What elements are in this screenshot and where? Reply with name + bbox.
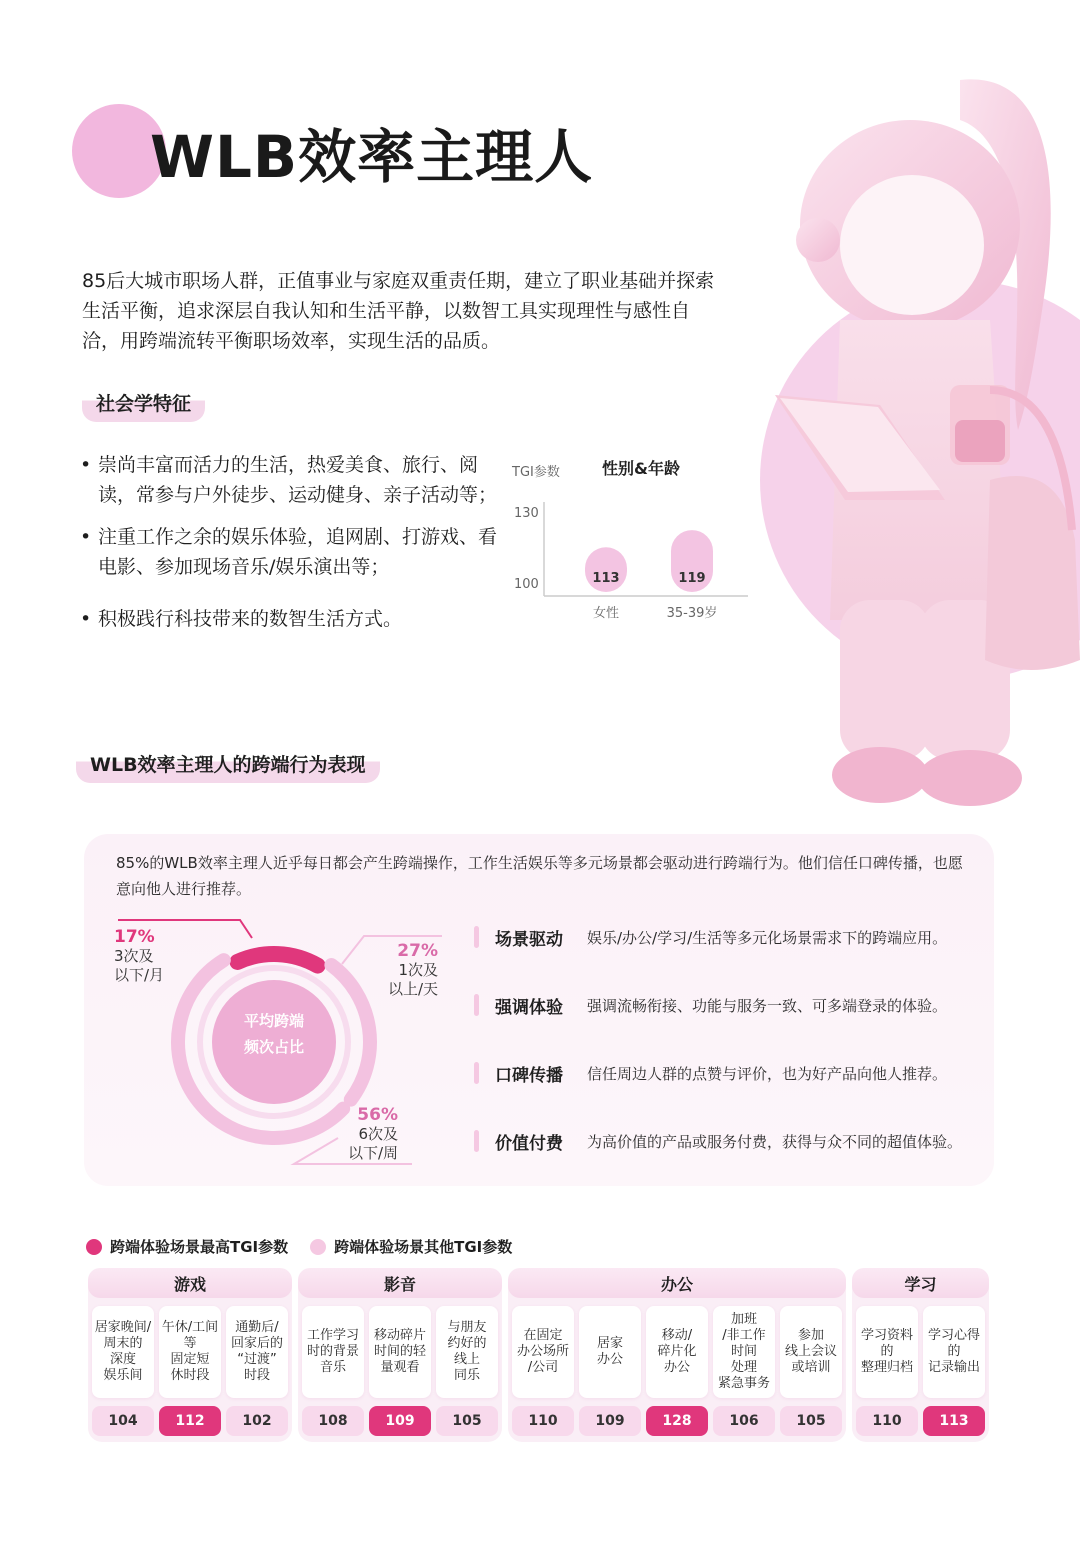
- tgi-scene-value: 102: [226, 1406, 288, 1436]
- tgi-scene-value: 105: [780, 1406, 842, 1436]
- feature-scene-driven: [474, 922, 984, 952]
- chart-title: 性别&年龄: [602, 459, 680, 478]
- intro-paragraph: 85后大城市职场人群，正值事业与家庭双重责任期，建立了职业基础并探索生活平衡，追求深层自我认知和生活平静，以数智工具实现理性与感性自洽，用跨端流转平衡职场效率，实现生活的品质。: [82, 270, 715, 352]
- tgi-scene-label: 移动碎片 时间的轻 量观看: [369, 1306, 431, 1398]
- tgi-scene-label: 在固定 办公场所 /公司: [512, 1306, 574, 1398]
- tgi-group-title: 游戏: [88, 1268, 292, 1298]
- tgi-scene-value: 110: [512, 1406, 574, 1436]
- tgi-scene-label: 加班 /非工作 时间 处理 紧急事务: [713, 1306, 775, 1398]
- list-item: • 注重工作之余的娱乐体验，追网剧、打游戏、看电影、参加现场音乐/娱乐演出等；: [80, 522, 500, 582]
- tgi-scene-label: 学习资料 的 整理归档: [856, 1306, 918, 1398]
- slice-category-label: 1次及: [398, 961, 438, 979]
- section-title-sociology: 社会学特征: [82, 383, 205, 422]
- legend-highest-label: 跨端体验场景最高TGI参数: [110, 1238, 289, 1256]
- tgi-scene-value: 109: [369, 1406, 431, 1436]
- page-title: WLB效率主理人: [150, 123, 594, 191]
- donut-center-label-2: 频次占比: [243, 1038, 305, 1056]
- list-item: • 崇尚丰富而活力的生活，热爱美食、旅行、阅读，常参与户外徒步、运动健身、亲子活动等；: [80, 450, 500, 510]
- tgi-scene-label: 居家晚间/ 周末的 深度 娱乐间: [92, 1306, 154, 1398]
- legend-highest-dot: [86, 1239, 102, 1255]
- feature-name: 场景驱动: [495, 929, 563, 950]
- slice-category-label: 以下/月: [114, 966, 165, 984]
- slice-percent-label: 56%: [357, 1105, 398, 1125]
- feature-marker: [474, 926, 479, 948]
- tgi-scene-label: 参加 线上会议 或培训: [780, 1306, 842, 1398]
- tgi-group-title: 影音: [298, 1268, 502, 1298]
- behavior-summary: 85%的WLB效率主理人近乎每日都会产生跨端操作，工作生活娱乐等多元场景都会驱动进行跨端行为。他们信任口碑传播，也愿意向他人进行推荐。: [116, 854, 963, 898]
- tgi-scene-label: 学习心得 的 记录输出: [923, 1306, 985, 1398]
- tgi-scene-value: 112: [159, 1406, 221, 1436]
- slice-category-label: 3次及: [114, 947, 154, 965]
- x-tick-label: 女性: [592, 606, 620, 621]
- donut-slice-0: [238, 954, 318, 966]
- feature-desc: 信任周边人群的点赞与评价，也为好产品向他人推荐。: [587, 1064, 948, 1083]
- tgi-scene-value: 106: [713, 1406, 775, 1436]
- x-tick-label: 35-39岁: [666, 606, 718, 621]
- tgi-scene-value: 109: [579, 1406, 641, 1436]
- tgi-group-title: 学习: [852, 1268, 989, 1298]
- feature-name: 价值付费: [495, 1133, 563, 1154]
- slice-category-label: 以下/周: [347, 1144, 398, 1162]
- feature-value-payment: [474, 1126, 984, 1156]
- feature-marker: [474, 1130, 479, 1152]
- tgi-scene-label: 通勤后/ 回家后的 “过渡” 时段: [226, 1306, 288, 1398]
- tgi-scene-label: 午休/工间 等 固定短 休时段: [159, 1306, 221, 1398]
- tgi-scene-value: 104: [92, 1406, 154, 1436]
- tgi-scene-label: 移动/ 碎片化 办公: [646, 1306, 708, 1398]
- feature-experience: [474, 990, 984, 1020]
- y-tick-130: 130: [514, 506, 539, 521]
- section-title-behavior: WLB效率主理人的跨端行为表现: [76, 744, 380, 783]
- feature-desc: 为高价值的产品或服务付费，获得与众不同的超值体验。: [587, 1132, 963, 1151]
- tgi-scene-value: 128: [646, 1406, 708, 1436]
- bar-value-label: 119: [678, 571, 706, 586]
- tgi-scene-value: 105: [436, 1406, 498, 1436]
- tgi-scene-value: 113: [923, 1406, 985, 1436]
- tgi-scene-label: 与朋友 约好的 线上 同乐: [436, 1306, 498, 1398]
- feature-desc: 强调流畅衔接、功能与服务一致、可多端登录的体验。: [587, 996, 948, 1015]
- tgi-scene-value: 110: [856, 1406, 918, 1436]
- tgi-scene-label: 工作学习 时的背景 音乐: [302, 1306, 364, 1398]
- sociology-bullet-list: [80, 450, 500, 646]
- chart-ylabel: TGI参数: [512, 465, 560, 480]
- slice-percent-label: 27%: [397, 941, 438, 961]
- feature-name: 强调体验: [495, 997, 563, 1018]
- frequency-donut-chart: [112, 916, 452, 1178]
- feature-marker: [474, 1062, 479, 1084]
- tgi-scene-value: 108: [302, 1406, 364, 1436]
- slice-percent-label: 17%: [114, 927, 155, 947]
- legend-others-label: 跨端体验场景其他TGI参数: [334, 1238, 513, 1256]
- tgi-legend: [86, 1236, 512, 1257]
- slice-category-label: 6次及: [358, 1125, 398, 1143]
- tgi-group-title: 办公: [508, 1268, 846, 1298]
- feature-marker: [474, 994, 479, 1016]
- y-tick-100: 100: [514, 577, 539, 592]
- feature-name: 口碑传播: [495, 1065, 563, 1086]
- feature-word-of-mouth: [474, 1058, 984, 1088]
- donut-center-label-1: 平均跨端: [243, 1012, 305, 1030]
- tgi-scene-label: 居家 办公: [579, 1306, 641, 1398]
- slice-category-label: 以上/天: [387, 980, 438, 998]
- feature-desc: 娱乐/办公/学习/生活等多元化场景需求下的跨端应用。: [587, 928, 948, 947]
- tgi-gender-age-chart: [506, 450, 766, 630]
- character-illustration: [760, 60, 1080, 830]
- bar-value-label: 113: [592, 571, 620, 586]
- list-item: • 积极践行科技带来的数智生活方式。: [80, 604, 500, 634]
- legend-others-dot: [310, 1239, 326, 1255]
